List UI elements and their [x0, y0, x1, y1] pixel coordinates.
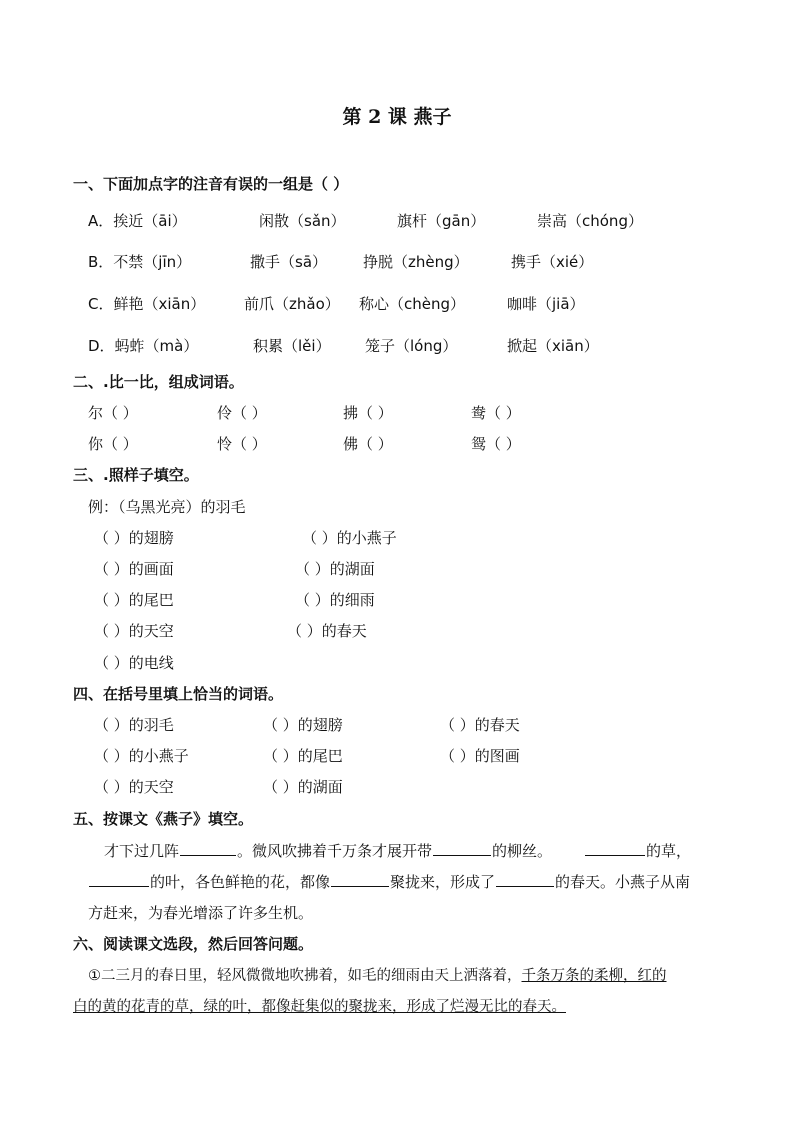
q2-row2-2: 怜（ ） [217, 435, 267, 453]
q6-passage-line-1 [88, 966, 667, 986]
q5-line-2 [88, 872, 690, 892]
q4-row3-2: （ ）的湖面 [263, 778, 343, 796]
q2-row2-1: 你（ ） [88, 435, 138, 453]
q4-row3-1: （ ）的天空 [94, 778, 174, 796]
q3-heading: 三、.照样子填空。 [73, 466, 199, 484]
q4-row1-1: （ ）的羽毛 [94, 716, 174, 734]
q5-line-1 [104, 841, 552, 861]
q2-row1-1: 尔（ ） [88, 404, 138, 422]
q4-row1-3: （ ）的春天 [440, 716, 520, 734]
q1-row-a-4: 崇高（chóng） [537, 212, 643, 230]
q5-text-1c: 的柳丝。 [492, 842, 553, 860]
q1-row-a-1: A．挨近（āi） [88, 212, 187, 230]
q5-line-3: 方赶来，为春光增添了许多生机。 [88, 904, 314, 922]
q3-row3-2: （ ）的细雨 [295, 591, 375, 609]
q1-row-c-3: 称心（chèng） [359, 295, 466, 313]
q4-row2-2: （ ）的尾巴 [263, 747, 343, 765]
q1-row-c-1: C．鲜艳（xiān） [88, 295, 206, 313]
q6-passage-2b: 形成了烂漫无比的春天。 [406, 999, 566, 1015]
q5-heading: 五、按课文《燕子》填空。 [73, 810, 254, 828]
q2-row2-3: 佛（ ） [343, 435, 393, 453]
q1-row-b-3: 挣脱（zhèng） [363, 253, 469, 271]
q1-row-d-4: 掀起（xiān） [507, 337, 599, 355]
q3-row4-1: （ ）的天空 [94, 622, 174, 640]
q1-row-a-2: 闲散（sǎn） [259, 212, 346, 230]
q1-heading: 一、下面加点字的注音有误的一组是（ ） [73, 175, 349, 193]
q2-row1-4: 鸯（ ） [471, 404, 521, 422]
q3-row2-2: （ ）的湖面 [295, 560, 375, 578]
q3-row5-1: （ ）的电线 [94, 654, 174, 672]
q5-blank-6[interactable] [496, 872, 554, 887]
q2-row1-3: 拂（ ） [343, 404, 393, 422]
q1-row-a-3: 旗杆（gān） [397, 212, 486, 230]
q5-text-2a: 的叶，各色鲜艳的花，都像 [150, 873, 331, 891]
q3-row1-2: （ ）的小燕子 [302, 529, 397, 547]
q3-row2-1: （ ）的画面 [94, 560, 174, 578]
q4-heading: 四、在括号里填上恰当的词语。 [73, 685, 284, 703]
q3-row3-1: （ ）的尾巴 [94, 591, 174, 609]
q6-passage-1a: ①二三月的春日里，轻风微微地吹拂着，如毛的细雨由天上洒落着， [88, 968, 522, 984]
q6-passage-line-2 [73, 997, 566, 1017]
q5-blank-3[interactable] [585, 841, 645, 856]
q5-text-2b: 聚拢来，形成了 [390, 873, 496, 891]
q3-row1-1: （ ）的翅膀 [94, 529, 174, 547]
q1-row-c-4: 咖啡（jiā） [507, 295, 585, 313]
q1-row-d-2: 积累（lěi） [253, 337, 331, 355]
q6-passage-2a: 白的黄的花青的草，绿的叶，都像赶集似的聚拢来， [73, 999, 407, 1015]
q4-row2-3: （ ）的图画 [440, 747, 520, 765]
q5-blank-1[interactable] [180, 841, 236, 856]
q1-row-b-1: B．不禁（jīn） [88, 253, 192, 271]
q2-row2-4: 鸳（ ） [471, 435, 521, 453]
q2-heading: 二、.比一比，组成词语。 [73, 373, 244, 391]
q1-row-d-3: 笼子（lóng） [365, 337, 458, 355]
q1-row-b-2: 撒手（sā） [250, 253, 328, 271]
q1-row-d-1: D．蚂蚱（mà） [88, 337, 199, 355]
q4-row1-2: （ ）的翅膀 [263, 716, 343, 734]
q5-text-2c: 的春天。小燕子从南 [555, 873, 691, 891]
q5-blank-2[interactable] [433, 841, 491, 856]
q5-text-1d: 的草， [646, 842, 692, 860]
q5-text-1a: 才下过几阵 [104, 842, 180, 860]
q5-text-1b: 。微风吹拂着千万条才展开带 [237, 842, 433, 860]
q6-passage-1b: 千条万条的柔柳，红的 [521, 968, 667, 984]
q5-line-1-end [584, 841, 691, 861]
q3-row4-2: （ ）的春天 [287, 622, 367, 640]
q1-row-b-4: 携手（xié） [511, 253, 594, 271]
q5-blank-5[interactable] [331, 872, 389, 887]
q4-row2-1: （ ）的小燕子 [94, 747, 189, 765]
page-title: 第 2 课 燕子 [342, 106, 452, 128]
q2-row1-2: 伶（ ） [217, 404, 267, 422]
q5-blank-4[interactable] [89, 872, 149, 887]
q1-row-c-2: 前爪（zhǎo） [244, 295, 340, 313]
q3-example: 例：（乌黑光亮）的羽毛 [88, 498, 246, 516]
q6-heading: 六、阅读课文选段，然后回答问题。 [73, 935, 314, 953]
